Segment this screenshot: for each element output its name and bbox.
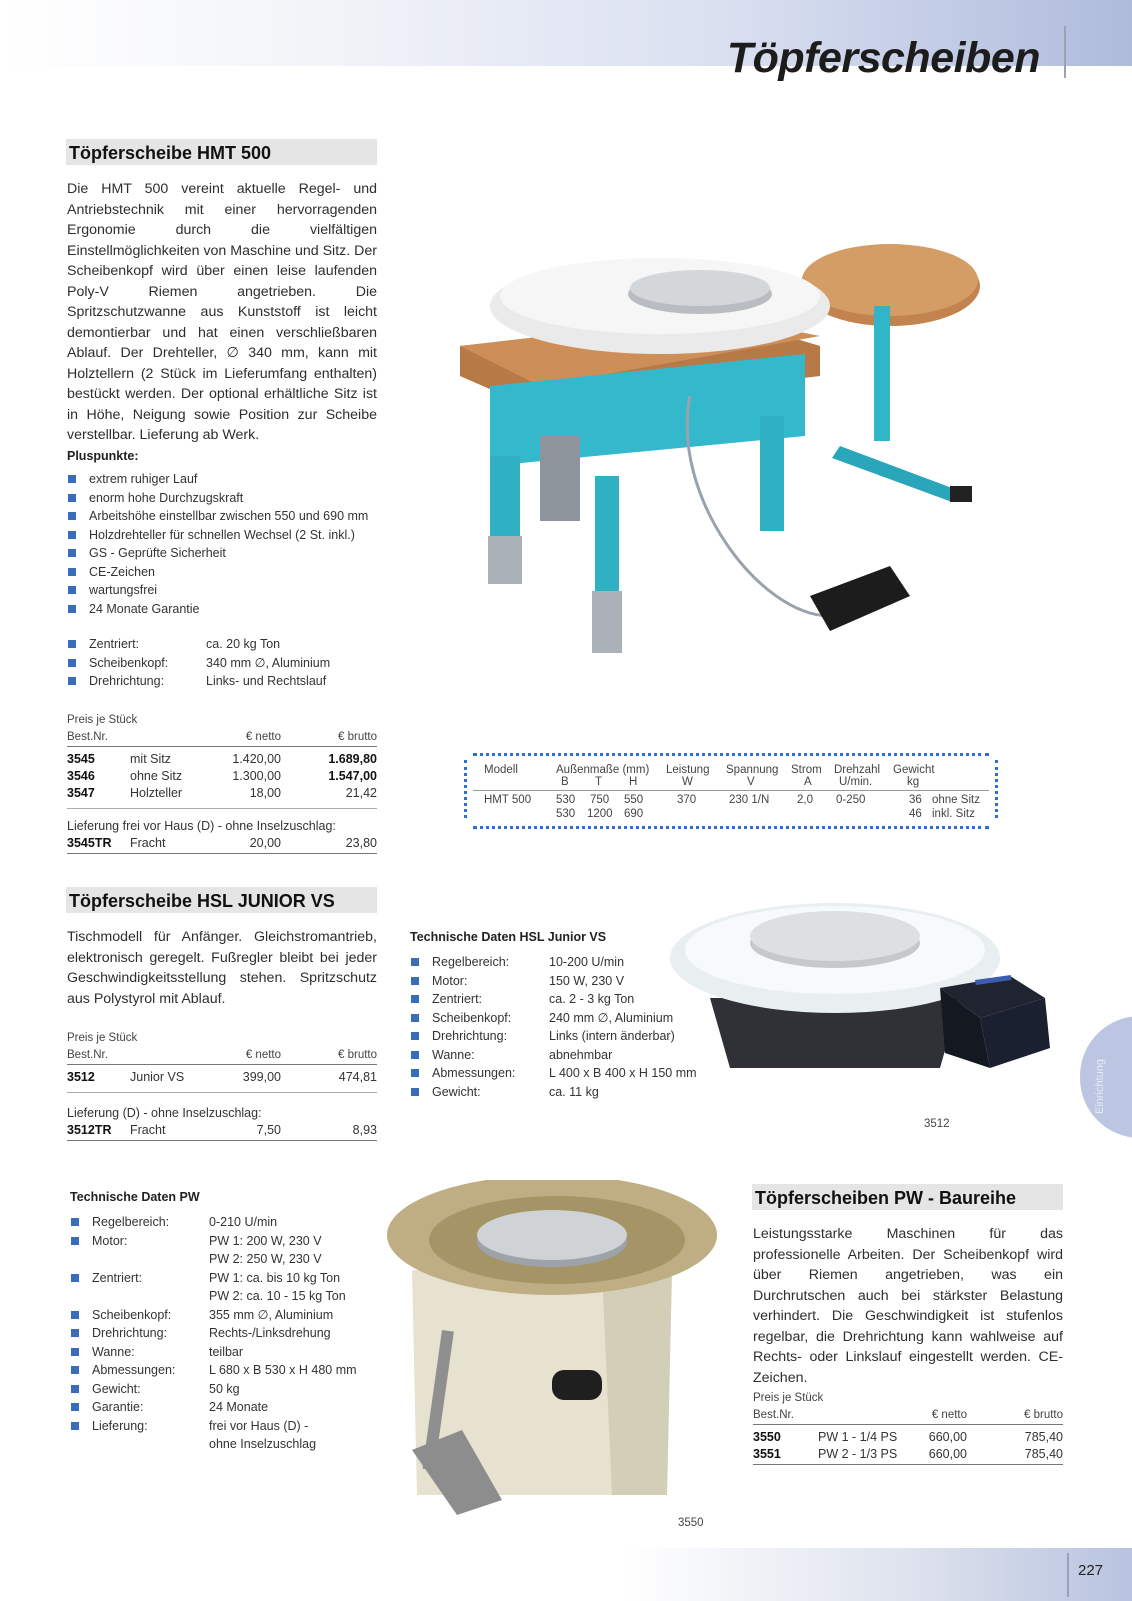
spec-item: Zentriert: ca. 2 - 3 kg Ton [410,990,710,1009]
t2: 1200 [587,808,613,820]
pw-image-caption: 3550 [678,1517,704,1529]
hmt500-specs [67,635,387,691]
junior-tech-heading: Technische Daten HSL Junior VS [410,930,607,944]
h-w: W [682,776,693,788]
drehzahl: 0-250 [836,794,866,806]
g1: 36 [909,794,922,806]
plus-heading: Pluspunkte: [67,449,139,463]
g2t: inkl. Sitz [932,808,975,820]
h-spannung: Spannung [726,764,779,776]
table-row: 3546 ohne Sitz 1.300,00 1.547,00 [67,769,377,783]
h-drehzahl: Drehzahl [834,764,881,776]
spec-item: ohne Inselzuschlag [209,1437,317,1451]
spec-item: Scheibenkopf: 340 mm ∅, Aluminium [67,654,387,673]
b1: 530 [556,794,576,806]
leistung: 370 [677,794,697,806]
spec-item: Abmessungen: L 680 x B 530 x H 480 mm [70,1361,380,1380]
table-row: 3547 Holzteller 18,00 21,42 [67,786,377,800]
pw-heading: Töpferscheiben PW - Baureihe [752,1184,1063,1210]
list-item: Arbeitshöhe einstellbar zwischen 550 und 690 mm [67,507,387,526]
spec-item: Scheibenkopf: 355 mm ∅, Aluminium [70,1306,380,1325]
hmt500-price-table [67,712,377,854]
table-row: 3512 Junior VS 399,00 474,81 [67,1070,377,1084]
h-a: A [804,776,812,788]
spannung: 230 1/N [729,794,770,806]
pw-price-table: Preis je Stück Best.Nr. € netto € brutto 3550 PW 1 - 1/4 PS 660,00 785,40 3551 PW 2 - 1/3 PS 660,00 785,40 [753,1390,1063,1465]
spec-item: Scheibenkopf: 240 mm ∅, Aluminium [410,1009,710,1028]
h-strom: Strom [791,764,822,776]
g1t: ohne Sitz [932,794,980,806]
list-item: extrem ruhiger Lauf [67,470,387,489]
h1: 550 [624,794,644,806]
junior-tech-list [410,953,710,1101]
freight-row: 3512TR Fracht 7,50 8,93 [67,1122,377,1141]
spec-item: Lieferung: frei vor Haus (D) - [70,1417,380,1436]
pw-tech-list [70,1213,380,1454]
spec-item: PW 2: 250 W, 230 V [209,1252,322,1266]
t1: 750 [590,794,610,806]
list-item: CE-Zeichen [67,563,387,582]
h-h: H [629,776,638,788]
price-label: Preis je Stück [67,714,138,726]
plus-list [67,470,387,618]
footer-band [0,1548,1132,1601]
spec-item: Wanne: abnehmbar [410,1046,710,1065]
price-label: Preis je Stück [67,1032,138,1044]
freight-row: 3545TR Fracht 20,00 23,80 [67,835,377,854]
list-item: GS - Geprüfte Sicherheit [67,544,387,563]
pw-tech-heading: Technische Daten PW [70,1190,200,1204]
junior-heading: Töpferscheibe HSL JUNIOR VS [66,887,377,913]
spec-item: Zentriert: ca. 20 kg Ton [67,635,387,654]
spec-item: Regelbereich: 0-210 U/min [70,1213,380,1232]
junior-product-image [670,888,1050,1098]
side-tab-label: Einrichtung [1094,1058,1106,1114]
col-brutto: € brutto [338,731,377,743]
hmt500-description: Die HMT 500 vereint aktuelle Regel- und Antriebstechnik mit einer hervorragenden Ergonomie durch die vielfältigen Einstellmöglichkeiten von Maschine und Sitz. Der Scheibenkopf wird über einen leise laufenden Poly-V Riemen angetrieben. Die Spritzschutzwanne aus Kunststoff ist leicht demontierbar und hat einen verschließbaren Ablauf. Der Drehteller, ∅ 340 mm, kann mit Holztellern (2 Stück im Lieferumfang enthalten) bestückt werden. Der optional erhältliche Sitz ist in Höhe, Neigung sowie Position zur Scheibe verstellbar. Lieferung ab Werk. [67,181,377,443]
h-aussen: Außenmaße (mm) [556,764,650,776]
spec-item: Wanne: teilbar [70,1343,380,1362]
list-item: 24 Monate Garantie [67,600,387,619]
junior-price-table: Preis je Stück Best.Nr. € netto € brutto 3512 Junior VS 399,00 474,81 Lieferung (D) - ohne Inselzuschlag: 3512TR Fracht 7,50 8,93 [67,1030,377,1141]
junior-image-caption: 3512 [924,1118,950,1130]
h-leistung: Leistung [666,764,710,776]
spec-item: Gewicht: 50 kg [70,1380,380,1399]
h-umin: U/min. [839,776,873,788]
h-gewicht: Gewicht [893,764,935,776]
h-kg: kg [907,776,920,788]
h-v: V [747,776,755,788]
list-item: Holzdrehteller für schnellen Wechsel (2 St. inkl.) [67,526,387,545]
hmt500-product-image [460,236,1000,686]
hmt500-heading: Töpferscheibe HMT 500 [66,139,377,165]
h2: 690 [624,808,644,820]
spec-item: Motor: 150 W, 230 V [410,972,710,991]
pw-description: Leistungsstarke Maschinen für das professionelle Arbeiten. Der Scheibenkopf wird über Riemen angetrieben, was ein Durchrutschen auch bei stärkster Belastung verhindert. Die Geschwindigkeit ist stufenlos regelbar, die Drehrichtung kann wahlweise auf Rechts- oder Linkslauf eingestellt werden. CE-Zeichen. [753,1226,1063,1386]
spec-item: Zentriert: PW 1: ca. bis 10 kg Ton [70,1269,380,1288]
list-item: enorm hohe Durchzugskraft [67,489,387,508]
h-t: T [595,776,603,788]
junior-description: Tischmodell für Anfänger. Gleichstromantrieb, elektronisch geregelt. Fußregler bleibt bei jeder Geschwindigkeitsstellung stehen. Spritzschutz aus Polystyrol mit Ablauf. [67,929,377,1007]
table-row: 3545 mit Sitz 1.420,00 1.689,80 [67,752,377,766]
page-number-divider [1067,1553,1069,1597]
hmt500-spec-table [473,753,989,829]
delivery-note: Lieferung frei vor Haus (D) - ohne Inselzuschlag: [67,819,336,833]
table-row: 3550 PW 1 - 1/4 PS 660,00 785,40 [753,1430,1063,1444]
spec-item: Gewicht: ca. 11 kg [410,1083,710,1102]
spec-item: Drehrichtung: Rechts-/Linksdrehung [70,1324,380,1343]
spec-item: Garantie: 24 Monate [70,1398,380,1417]
spec-item: Regelbereich: 10-200 U/min [410,953,710,972]
page-title: Töpferscheiben [726,34,1040,82]
section-side-tab[interactable] [1080,1016,1132,1138]
h-modell: Modell [484,764,518,776]
col-netto: € netto [245,731,281,743]
spec-item: PW 2: ca. 10 - 15 kg Ton [209,1289,346,1303]
delivery-note: Lieferung (D) - ohne Inselzuschlag: [67,1106,262,1120]
g2: 46 [909,808,922,820]
table-row: 3551 PW 2 - 1/3 PS 660,00 785,40 [753,1446,1063,1465]
h-b: B [561,776,569,788]
pw-product-image [372,1180,732,1520]
col-nr: Best.Nr. [67,731,108,743]
list-item: wartungsfrei [67,581,387,600]
price-label: Preis je Stück [753,1392,824,1404]
spec-item: Drehrichtung: Links (intern änderbar) [410,1027,710,1046]
spec-item: Motor: PW 1: 200 W, 230 V [70,1232,380,1251]
spec-item: Abmessungen: L 400 x B 400 x H 150 mm [410,1064,710,1083]
spec-item: Drehrichtung: Links- und Rechtslauf [67,672,387,691]
b2: 530 [556,808,576,820]
page-number: 227 [1078,1562,1104,1579]
modell: HMT 500 [484,794,532,806]
title-divider [1064,26,1066,78]
strom: 2,0 [797,794,813,806]
